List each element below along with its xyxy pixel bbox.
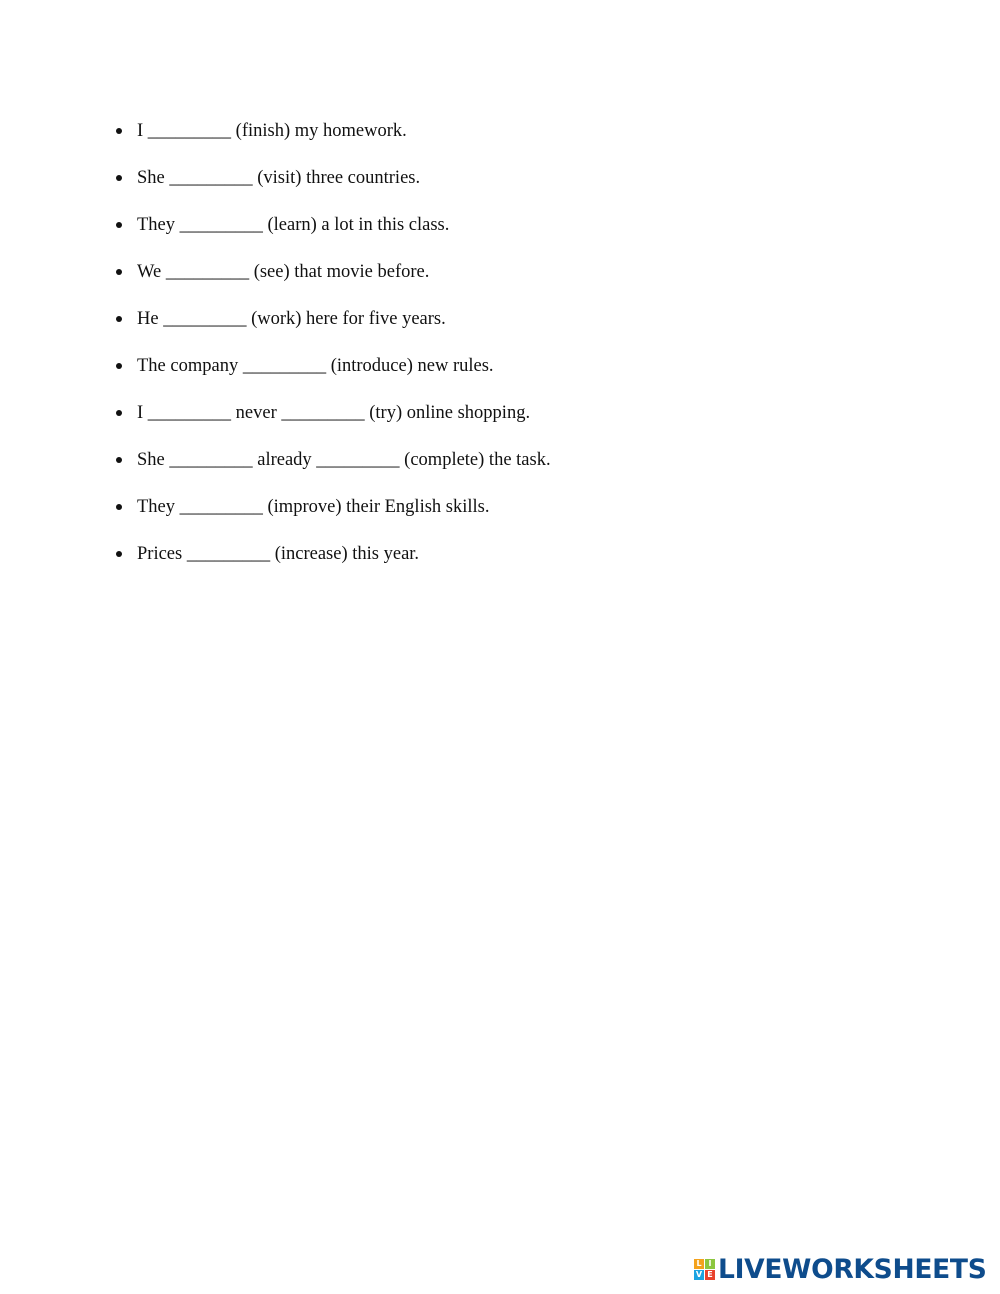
- exercise-text: Prices _________ (increase) this year.: [137, 544, 420, 564]
- exercise-item-2: [116, 164, 551, 211]
- bullet-icon: [116, 128, 122, 134]
- exercise-text: They _________ (improve) their English skills.: [137, 497, 490, 517]
- exercise-text: They _________ (learn) a lot in this class.: [137, 215, 450, 235]
- exercise-text: I _________ never _________ (try) online shopping.: [137, 403, 531, 423]
- logo-letter-e: E: [705, 1270, 715, 1280]
- bullet-icon: [116, 363, 122, 369]
- bullet-icon: [116, 551, 122, 557]
- exercise-item-9: [116, 493, 551, 540]
- exercise-item-7: [116, 399, 551, 446]
- exercise-item-10: [116, 540, 551, 587]
- bullet-icon: [116, 457, 122, 463]
- liveworksheets-logo: [694, 1254, 987, 1284]
- exercise-text: I _________ (finish) my homework.: [137, 121, 407, 141]
- exercise-item-1: [116, 117, 551, 164]
- logo-letter-l: L: [694, 1259, 704, 1269]
- exercise-text: We _________ (see) that movie before.: [137, 262, 430, 282]
- bullet-icon: [116, 175, 122, 181]
- bullet-icon: [116, 316, 122, 322]
- exercise-text: She _________ (visit) three countries.: [137, 168, 421, 188]
- exercise-list: [116, 117, 551, 587]
- exercise-text: She _________ already _________ (complete) the task.: [137, 450, 551, 470]
- logo-mark-icon: [694, 1259, 715, 1280]
- logo-letter-v: V: [695, 1269, 703, 1279]
- exercise-item-8: [116, 446, 551, 493]
- bullet-icon: [116, 222, 122, 228]
- exercise-text: The company _________ (introduce) new rules.: [137, 356, 494, 376]
- exercise-item-6: [116, 352, 551, 399]
- exercise-item-3: [116, 211, 551, 258]
- exercise-text: He _________ (work) here for five years.: [137, 309, 446, 329]
- exercise-item-5: [116, 305, 551, 352]
- exercise-item-4: [116, 258, 551, 305]
- bullet-icon: [116, 410, 122, 416]
- logo-letter-i: I: [705, 1259, 715, 1269]
- bullet-icon: [116, 269, 122, 275]
- logo-text: LIVEWORKSHEETS: [718, 1253, 987, 1285]
- bullet-icon: [116, 504, 122, 510]
